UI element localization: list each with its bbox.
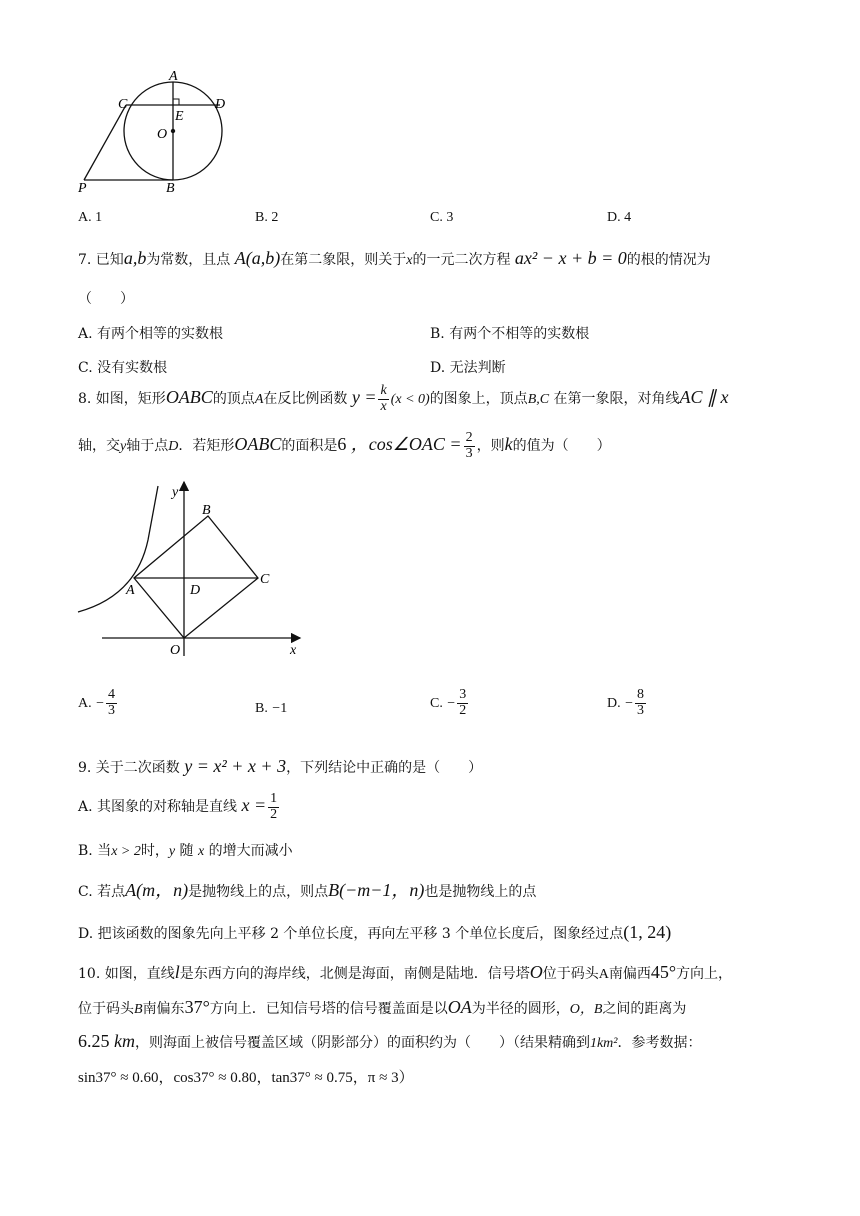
q9-option-b[interactable] (78, 840, 293, 860)
q8-cos-lhs: ，cos∠OAC = (350, 434, 462, 454)
q8-opt-d-letter: D. (607, 696, 621, 712)
label-d: D (215, 97, 226, 112)
q8-text-3: 在反比例函数 (263, 391, 348, 408)
q8-func-cond: (x < 0) (390, 392, 430, 408)
q9-text-2: ，下列结论中正确的是（ ） (286, 760, 483, 776)
q8-text-11: 的值为（ ） (512, 438, 611, 454)
q8-opt-c-num: 3 (459, 687, 467, 702)
q9-opt-a-frac (268, 792, 279, 822)
q9-func: y = x² + x + 3 (184, 756, 287, 776)
q9-opt-a-num: 1 (270, 791, 278, 806)
q10-text-12: ．参考数据： (617, 1035, 702, 1051)
q8-opt-a-frac (106, 688, 117, 718)
q9-opt-c-p2: B(−m−1，n) (328, 880, 425, 900)
q9-opt-b-text-2: 时， (140, 843, 169, 859)
q7-text-1: 7. 已知 (78, 252, 124, 268)
q8-k: k (504, 434, 513, 454)
label-c: C (118, 97, 128, 112)
label-o: O (157, 127, 168, 142)
q8-option-d[interactable] (607, 688, 648, 718)
q8-func-frac (378, 384, 388, 414)
q10-km: km (113, 1031, 135, 1051)
q8-a: A (254, 392, 264, 408)
q8-option-b[interactable] (255, 700, 287, 717)
q10-reference-data: sin37° ≈ 0.60，cos37° ≈ 0.80，tan37° ≈ 0.75，π ≈ 3） (78, 1070, 414, 1086)
q7-ab: a,b (123, 248, 147, 268)
q10-text-1: 10. 如图，直线 (78, 966, 175, 982)
q10-o: O (529, 962, 543, 982)
q9-opt-b-text-4: 的增大而减小 (208, 843, 293, 859)
q10-b: B (134, 1002, 143, 1017)
q8-text-7: 轴于点 (126, 438, 169, 454)
q9-option-d[interactable] (78, 922, 671, 943)
q8-diag: AC ∥ x (679, 387, 729, 408)
q7-stem (78, 248, 711, 269)
q9-opt-a-text: A. 其图象的对称轴是直线 (78, 799, 238, 816)
q10-text-3: 位于码头 (542, 966, 599, 982)
q9-opt-c-text-3: 也是抛物线上的点 (424, 884, 537, 900)
q10-angle1: 45° (650, 962, 677, 982)
q8-text-5: 在第一象限，对角线 (553, 391, 680, 408)
q7-answer-paren: （ ） (78, 291, 134, 307)
q9-opt-b-cond: x > 2 (111, 844, 141, 859)
q10-unit: 1km² (589, 1036, 618, 1051)
q8-cos-frac (464, 431, 475, 461)
q10-text-10: 之间的距离为 (602, 1001, 687, 1017)
q10-text-11: ，则海面上被信号覆盖区域（阴影部分）的面积约为（ ）（结果精确到 (134, 1035, 590, 1051)
q7-option-c[interactable]: C. 没有实数根 (78, 360, 168, 376)
q8-opt-b-value: −1 (272, 701, 288, 716)
q9-opt-c-text-2: 是抛物线上的点，则点 (188, 884, 329, 900)
center-dot (171, 129, 175, 133)
q7-option-d[interactable]: D. 无法判断 (430, 360, 506, 376)
q10-angle2: 37° (184, 997, 210, 1017)
q8-opt-c-sign: − (447, 696, 456, 712)
q8-opt-c-frac (457, 688, 468, 718)
circle-tangent-figure (74, 68, 244, 196)
q8-func-num: k (380, 383, 387, 398)
q8-text-4: 的图象上，顶点 (429, 391, 528, 408)
label-x: x (290, 643, 297, 658)
label-b: B (166, 181, 175, 196)
q6-option-a[interactable]: A. 1 (78, 210, 103, 225)
label-e: E (175, 109, 184, 124)
q9-opt-b-y: y (168, 844, 176, 859)
q8-opt-c-letter: C. (430, 696, 443, 712)
q8-opt-d-den: 3 (636, 702, 644, 718)
q9-opt-c-text-1: C. 若点 (78, 884, 126, 900)
q7-text-3: 在第二象限，则关于 (280, 252, 407, 268)
q8-opt-d-num: 8 (636, 687, 644, 702)
q8-text-9: 的面积是 (281, 438, 338, 454)
q9-opt-b-text-3: 随 (179, 843, 194, 859)
q8-text-10: ，则 (476, 438, 505, 454)
q8-option-a[interactable] (78, 688, 119, 718)
q8-func-den: x (380, 398, 387, 414)
q7-point: A(a,b) (234, 248, 281, 268)
q9-opt-b-x: x (198, 844, 205, 859)
q7-x: x (406, 253, 413, 268)
q10-oa: OA (447, 997, 472, 1017)
q7-text-2: 为常数，且点 (146, 252, 231, 268)
q6-option-d[interactable]: D. 4 (607, 210, 632, 225)
label-y: y (172, 485, 179, 500)
q9-opt-b-text-1: B. 当 (78, 843, 112, 859)
q8-text-6: 轴，交 (78, 438, 120, 454)
rectangle-hyperbola-figure (74, 478, 314, 660)
q8-opt-a-den: 3 (107, 702, 115, 718)
q10-text-2: 是东西方向的海岸线，北侧是海面，南侧是陆地．信号塔 (179, 966, 530, 982)
q9-text-1: 9. 关于二次函数 (78, 760, 180, 776)
q8-stem-line2 (78, 430, 611, 461)
q9-opt-a-x: x = (241, 795, 267, 816)
q10-line2 (78, 997, 686, 1018)
q8-opt-b-letter: B. (255, 701, 268, 716)
q9-opt-d-point: (1, 24) (623, 922, 672, 942)
q9-option-c[interactable] (78, 876, 536, 902)
q10-line3 (78, 1031, 701, 1052)
label-b: B (202, 503, 211, 518)
q9-opt-d-text: D. 把该函数的图象先向上平移 2 个单位长度，再向左平移 3 个单位长度后，图象经过点 (78, 926, 624, 942)
q7-option-b[interactable]: B. 有两个不相等的实数根 (430, 326, 590, 342)
q8-func-lhs: y = (351, 387, 377, 408)
q7-text-5: 的根的情况为 (626, 252, 711, 268)
q10-l: l (174, 962, 180, 982)
q8-rect-2: OABC (234, 434, 282, 454)
q8-opt-d-sign: − (625, 696, 633, 712)
right-angle-mark (173, 99, 179, 105)
q8-y: y (120, 439, 127, 454)
q8-cos-num: 2 (465, 429, 473, 445)
q8-cos-den: 3 (465, 445, 473, 461)
q9-stem (78, 756, 482, 777)
rectangle-oabc (134, 516, 258, 638)
q10-line1 (78, 962, 732, 983)
label-a: A (126, 583, 135, 598)
q8-option-c[interactable] (430, 688, 470, 718)
label-d: D (190, 583, 201, 598)
q8-opt-d-frac (635, 688, 646, 718)
q9-opt-c-p1: A(m，n) (125, 880, 189, 900)
q10-text-8: 方向上．已知信号塔的信号覆盖面是以 (209, 1001, 448, 1017)
q8-opt-c-den: 2 (459, 702, 467, 718)
q8-area: 6 (337, 434, 347, 454)
label-c: C (260, 572, 270, 587)
q8-bc: B,C (527, 392, 550, 408)
q10-a: A (598, 967, 609, 982)
q8-rect: OABC (165, 387, 213, 408)
label-p: P (78, 181, 87, 196)
q10-text-7: 南偏东 (142, 1001, 185, 1017)
segment-pc (84, 105, 126, 180)
q10-text-5: 方向上， (676, 966, 733, 982)
q10-dist: 6.25 (78, 1031, 110, 1051)
q9-option-a[interactable] (78, 792, 281, 822)
q8-text-2: 的顶点 (212, 391, 255, 408)
q8-opt-a-num: 4 (107, 687, 115, 702)
q10-ob: O，B (569, 1002, 603, 1017)
q7-text-4: 的一元二次方程 (412, 252, 511, 268)
q7-equation: ax² − x + b = 0 (514, 248, 627, 268)
q8-d: D (168, 439, 179, 454)
q7-option-a[interactable]: A. 有两个相等的实数根 (78, 326, 224, 342)
q10-text-4: 南偏西 (608, 966, 651, 982)
q8-opt-a-sign: − (96, 696, 104, 712)
q8-text-1: 8. 如图，矩形 (78, 391, 166, 408)
q6-option-c[interactable]: C. 3 (430, 210, 454, 225)
q6-option-b[interactable]: B. 2 (255, 210, 279, 225)
q10-text-9: 为半径的圆形， (471, 1001, 570, 1017)
q10-text-6: 位于码头 (78, 1001, 134, 1017)
label-o: O (170, 643, 181, 658)
label-a: A (169, 69, 178, 84)
q9-opt-a-den: 2 (270, 806, 278, 822)
q8-opt-a-letter: A. (78, 696, 92, 712)
q8-stem-line1 (78, 384, 729, 414)
q8-text-8: ．若矩形 (178, 438, 235, 454)
